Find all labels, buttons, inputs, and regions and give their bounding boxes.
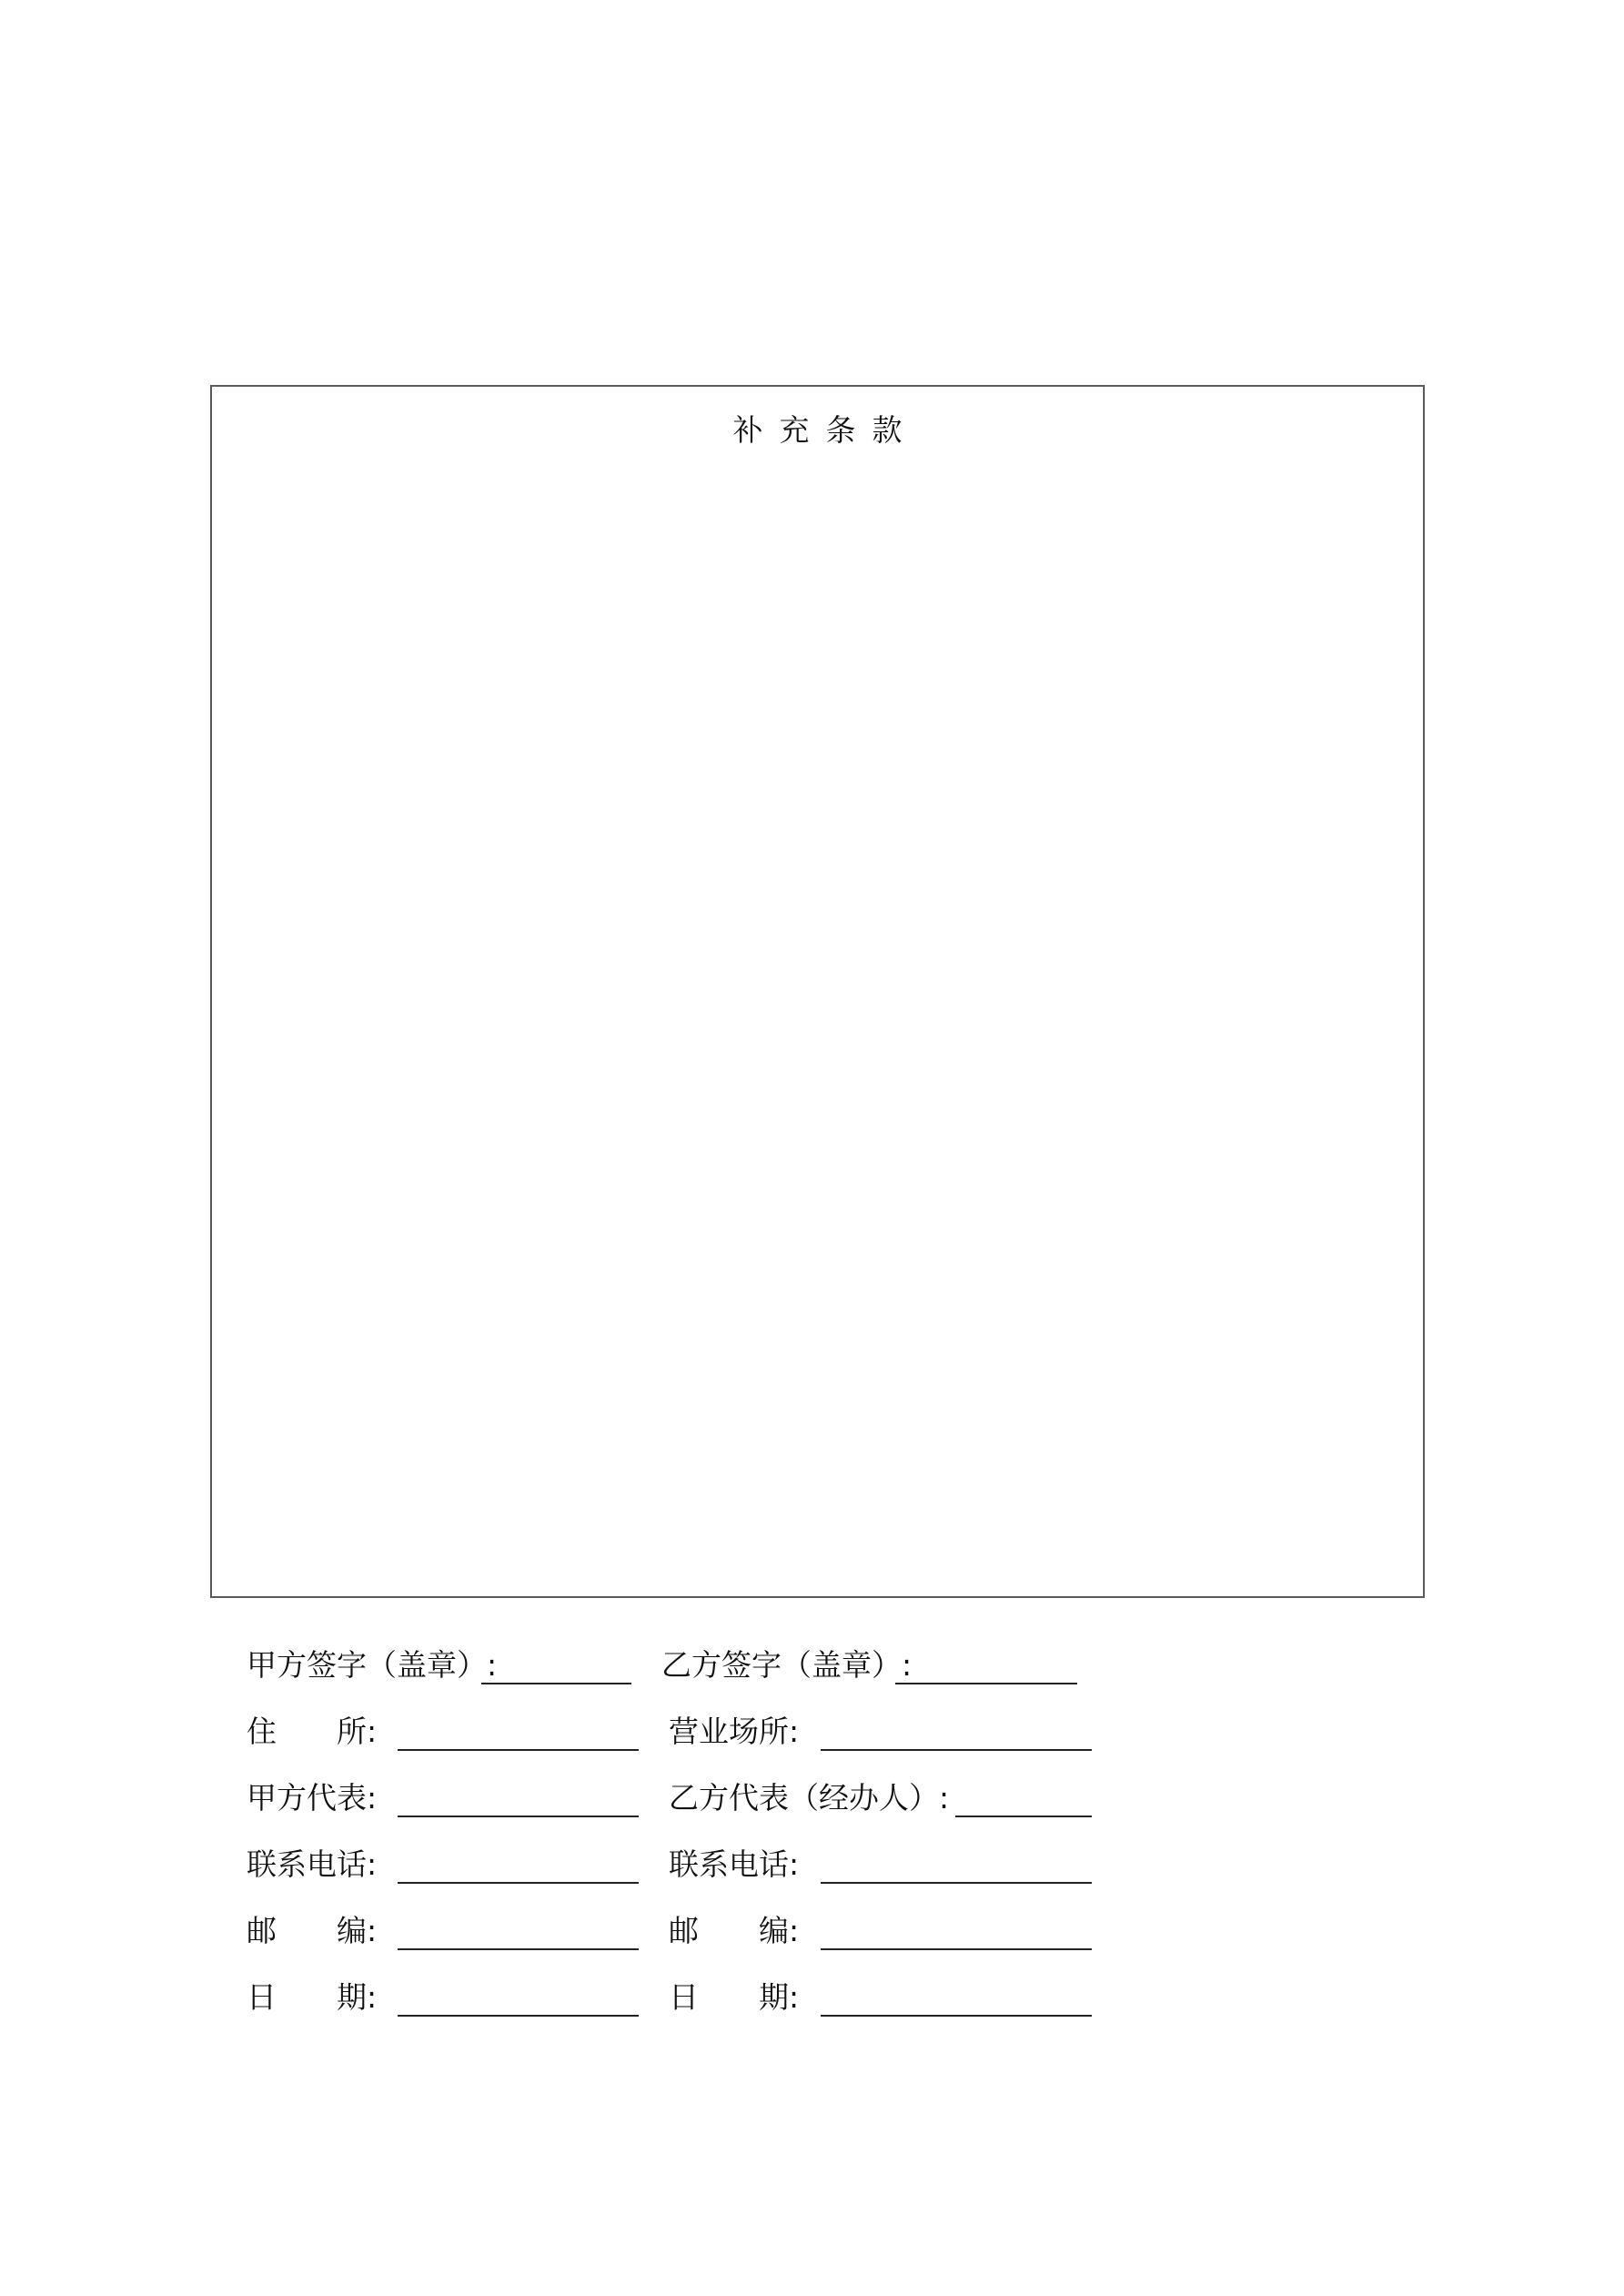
signature-row [0, 1842, 1624, 1887]
party-b-business-address-label: 营业场所: [669, 1714, 800, 1749]
party-b-signature-line[interactable] [895, 1683, 1077, 1684]
signature-row [0, 1908, 1624, 1954]
party-a-representative-line[interactable] [398, 1816, 639, 1817]
party-b-signature-label: 乙方签字（盖章）: [661, 1647, 913, 1683]
party-b-representative-line[interactable] [955, 1816, 1092, 1817]
party-b-date-label: 日 期: [669, 1979, 800, 2015]
party-a-address-line[interactable] [398, 1749, 639, 1751]
party-b-business-address-line[interactable] [821, 1749, 1092, 1751]
party-a-phone-line[interactable] [398, 1882, 639, 1884]
party-a-postcode-label: 邮 编: [247, 1913, 378, 1948]
signature-row [0, 1643, 1624, 1688]
signature-row [0, 1975, 1624, 2020]
party-b-postcode-label: 邮 编: [669, 1913, 800, 1948]
party-b-phone-label: 联系电话: [669, 1846, 800, 1882]
party-a-postcode-line[interactable] [398, 1948, 639, 1950]
party-b-representative-label: 乙方代表（经办人）: [669, 1780, 950, 1816]
signature-row [0, 1709, 1624, 1755]
party-b-postcode-line[interactable] [821, 1948, 1092, 1950]
party-a-date-line[interactable] [398, 2015, 639, 2017]
party-a-signature-line[interactable] [481, 1683, 631, 1684]
supplementary-terms-box [210, 385, 1425, 1598]
party-b-phone-line[interactable] [821, 1882, 1092, 1884]
signature-row [0, 1775, 1624, 1821]
supplementary-terms-content[interactable] [230, 469, 1405, 1578]
party-a-representative-label: 甲方代表: [247, 1780, 378, 1816]
party-a-date-label: 日 期: [247, 1979, 378, 2015]
party-b-date-line[interactable] [821, 2015, 1092, 2017]
party-a-address-label: 住 所: [247, 1714, 378, 1749]
supplementary-terms-title: 补充条款 [732, 412, 919, 448]
party-a-phone-label: 联系电话: [247, 1846, 378, 1882]
party-a-signature-label: 甲方签字（盖章）: [247, 1647, 498, 1683]
